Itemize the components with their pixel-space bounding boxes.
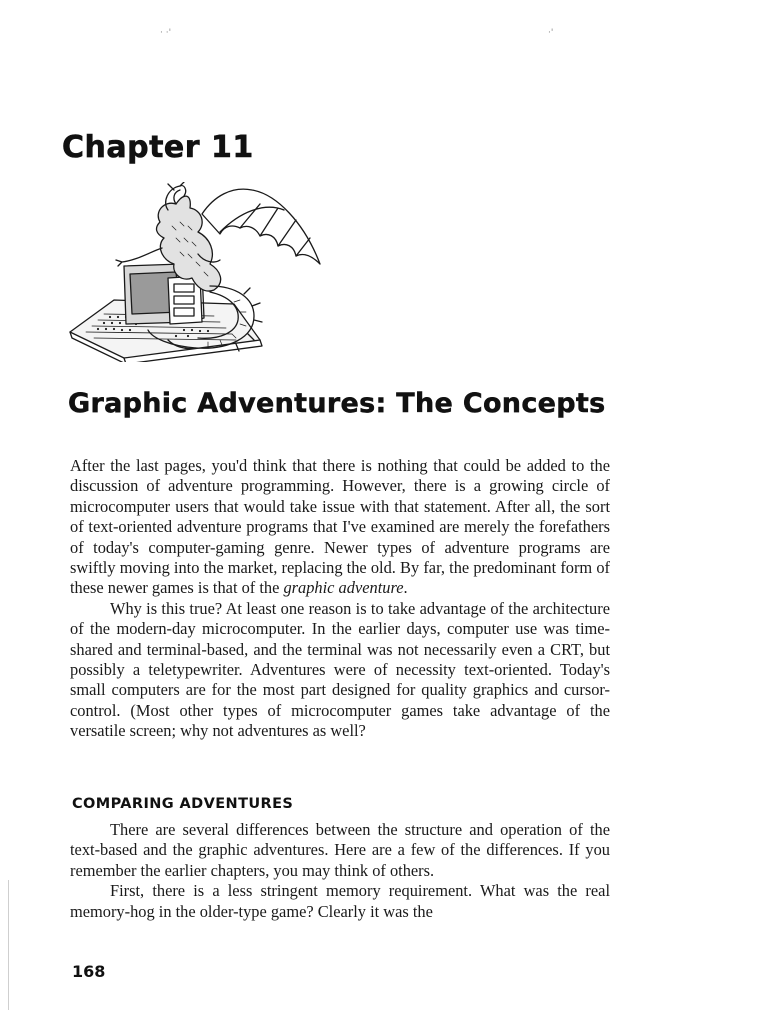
section-text <box>70 820 610 922</box>
section-heading: COMPARING ADVENTURES <box>72 796 294 812</box>
dragon-on-computer-illustration <box>64 182 326 362</box>
paragraph-text-end: . <box>403 578 408 598</box>
chapter-label: Chapter 11 <box>62 130 254 165</box>
emphasis-text: graphic adventure <box>283 578 404 598</box>
chapter-title: Graphic Adventures: The Concepts <box>68 388 606 419</box>
scan-mark-right: ·' <box>548 28 554 38</box>
paragraph <box>70 456 610 599</box>
paragraph: Why is this true? At least one reason is to take advantage of the architecture of the modern-day microcomputer. In the earlier days, computer use was time-shared and terminal-based, and the terminal was not necessarily even a CRT, but possibly a teletypewriter. Adventures were of necessity text-oriented. Today's small computers are for the most part designed for quality graphics and cursor-control. (Most other types of microcomputer games take advantage of the versatile screen; why not adventures as well? <box>70 598 610 741</box>
paragraph: There are several differences between the structure and operation of the text-based and the graphic adventures. Here are a few of the differences. If you remember the earlier chapters, you may think of others. <box>70 820 610 880</box>
paragraph-text: After the last pages, you'd think that there is nothing that could be added to the discussion of adventure programming. However, there is a growing circle of microcomputer users that would take issue with that statement. After all, the sort of text-oriented adventure programs that I've examined are merely the forefathers of today's computer-gaming genre. Newer types of adventure programs are swiftly moving into the market, replacing the old. By far, the predominant form of these newer games is that of the <box>70 456 610 598</box>
intro-text <box>70 456 610 742</box>
scan-mark-left: · ·' <box>160 28 172 38</box>
scan-margin-line <box>8 880 9 1010</box>
page-number: 168 <box>72 962 106 981</box>
paragraph: First, there is a less stringent memory requirement. What was the real memory-hog in the older-type game? Clearly it was the <box>70 881 610 921</box>
